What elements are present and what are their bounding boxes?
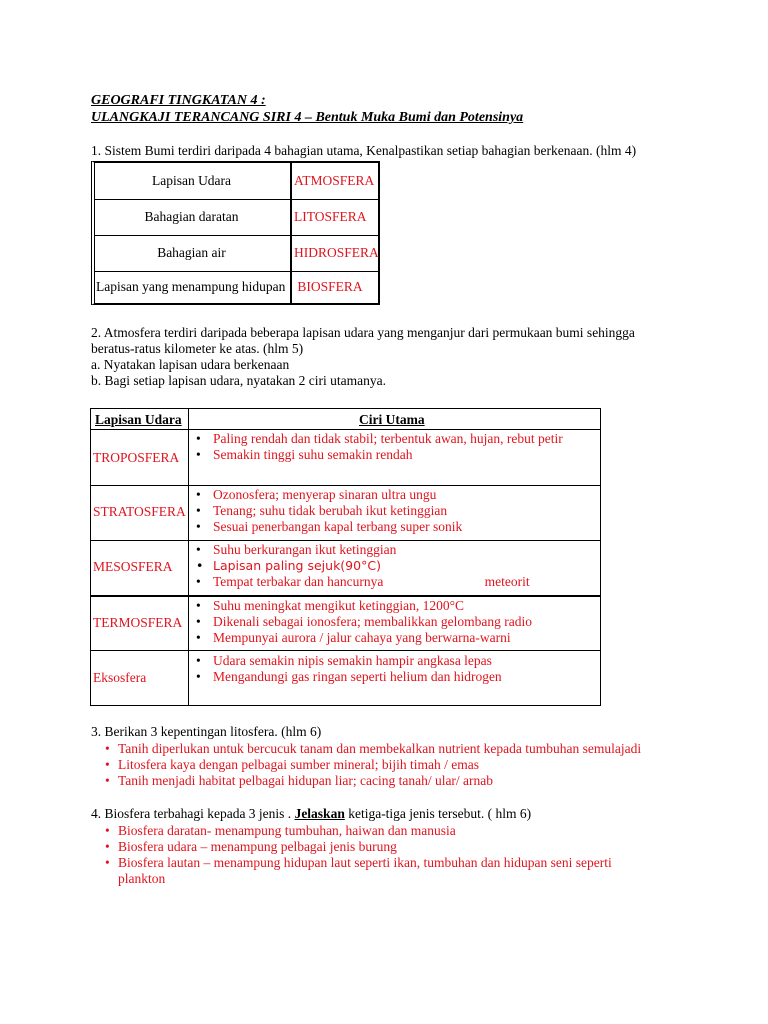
q4-question-prefix: 4. Biosfera terbahagi kepada 3 jenis . (91, 806, 295, 821)
q3-list (118, 741, 641, 789)
q2-line: 2. Atmosfera terdiri daripada beberapa lapisan udara yang menganjur dari permukaan bumi sehingga (91, 325, 635, 340)
q4-question-suffix: ketiga-tiga jenis tersebut. ( hlm 6) (344, 806, 532, 821)
q1-answer: BIOSFERA (290, 271, 378, 303)
feature-item: • Ozonosfera; menyerap sinaran ultra ungu (213, 487, 436, 503)
feature-item: • Suhu berkurangan ikut ketinggian (213, 542, 396, 558)
q1-table-row (95, 235, 378, 272)
column-divider (188, 409, 189, 705)
document-subtitle: ULANGKAJI TERANCANG SIRI 4 – Bentuk Muka Bumi dan Potensinya (91, 110, 524, 125)
feature-item: • Suhu meningkat mengikut ketinggian, 1200°C (213, 598, 464, 614)
layer-name: Eksosfera (93, 670, 147, 685)
layer-name: STRATOSFERA (93, 504, 186, 519)
q2-question (91, 325, 635, 389)
q1-question-text: 1. Sistem Bumi terdiri daripada 4 bahagian utama, Kenalpastikan setiap bahagian berkenaan. (hlm 4) (91, 143, 637, 158)
list-item: • Litosfera kaya dengan pelbagai sumber mineral; bijih timah / emas (118, 757, 641, 773)
q4-question-keyword: Jelaskan (294, 806, 345, 821)
row-divider (91, 540, 600, 541)
q1-answer: HIDROSFERA (290, 235, 378, 271)
q2-line: beratus-ratus kilometer ke atas. (hlm 5) (91, 341, 304, 356)
row-divider (91, 650, 600, 651)
q3-question (91, 724, 321, 740)
row-divider (91, 429, 600, 430)
list-item: • Tanih diperlukan untuk bercucuk tanam dan membekalkan nutrient kepada tumbuhan semulajadi (118, 741, 641, 757)
q4-question-text (91, 806, 531, 822)
q4-list (118, 823, 612, 887)
q1-table-row (95, 271, 378, 303)
feature-item: • Mengandungi gas ringan seperti helium dan hidrogen (213, 669, 502, 685)
q1-table-row (95, 163, 378, 200)
feature-item: • Tempat terbakar dan hancurnya meteorit (213, 574, 530, 590)
list-item-continuation: plankton (118, 871, 166, 886)
q1-table-row (95, 199, 378, 236)
layer-name: TROPOSFERA (93, 450, 180, 465)
col-header-features: Ciri Utama (359, 412, 425, 427)
q2-line: b. Bagi setiap lapisan udara, nyatakan 2 ciri utamanya. (91, 373, 387, 388)
list-item: • Tanih menjadi habitat pelbagai hidupan liar; cacing tanah/ ular/ arnab (118, 773, 641, 789)
row-divider (91, 595, 600, 597)
feature-item: • Paling rendah dan tidak stabil; terbentuk awan, hujan, rebut petir (213, 431, 563, 447)
feature-item: • Sesuai penerbangan kapal terbang super sonik (213, 519, 462, 535)
q1-answer: LITOSFERA (290, 199, 378, 235)
feature-item: • Tenang; suhu tidak berubah ikut ketinggian (213, 503, 447, 519)
document-title: GEOGRAFI TINGKATAN 4 : (91, 93, 266, 108)
layer-name: TERMOSFERA (93, 615, 183, 630)
col-header-layer: Lapisan Udara (95, 412, 182, 427)
row-divider (91, 485, 600, 486)
list-item: • Biosfera udara – menampung pelbagai jenis burung (118, 839, 612, 855)
feature-item: • Udara semakin nipis semakin hampir angkasa lepas (213, 653, 492, 669)
feature-item: • Lapisan paling sejuk(90°C) (213, 558, 381, 573)
list-item: • Biosfera lautan – menampung hidupan laut seperti ikan, tumbuhan dan hidupan seni seperti (118, 855, 612, 871)
q1-table (91, 161, 380, 305)
layer-name: MESOSFERA (93, 559, 173, 574)
q3-question-text: 3. Berikan 3 kepentingan litosfera. (hlm 6) (91, 724, 322, 739)
q2-table (90, 408, 601, 706)
feature-item: • Semakin tinggi suhu semakin rendah (213, 447, 412, 463)
q1-label: Bahagian air (157, 245, 226, 260)
q1-label: Bahagian daratan (144, 209, 239, 224)
q1-answer: ATMOSFERA (290, 163, 378, 199)
feature-item: • Dikenali sebagai ionosfera; membalikkan gelombang radio (213, 614, 532, 630)
list-item: • Biosfera daratan- menampung tumbuhan, haiwan dan manusia (118, 823, 612, 839)
q2-line: a. Nyatakan lapisan udara berkenaan (91, 357, 290, 372)
q1-label: Lapisan Udara (151, 173, 232, 188)
q1-label: Lapisan yang menampung hidupan (96, 279, 286, 294)
feature-item: • Mempunyai aurora / jalur cahaya yang berwarna-warni (213, 630, 511, 646)
q1-question (91, 143, 636, 159)
q4-question (91, 806, 531, 822)
